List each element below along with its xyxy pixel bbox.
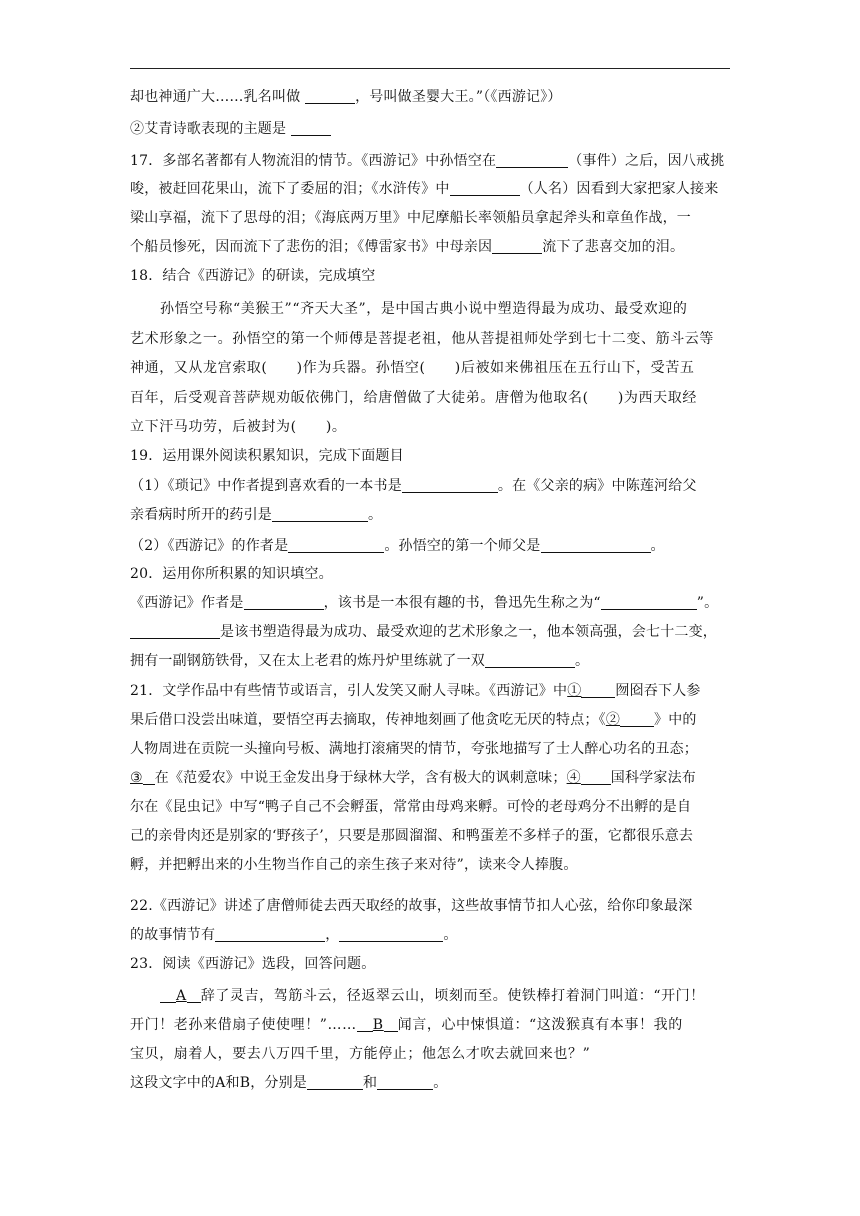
text-segment: ，该书是一本很有趣的书，鲁迅先生称之为“ [323, 595, 601, 611]
fill-blank[interactable] [601, 594, 697, 610]
text-line [130, 179, 730, 199]
fill-blank[interactable] [402, 477, 498, 493]
text-segment: 果后借口没尝出味道，要悟空再去摘取，传神地刻画了他贪吃无厌的特点；《 [130, 712, 606, 728]
text-segment: 百年，后受观音菩萨规劝皈依佛门，给唐僧做了大徒弟。唐僧为他取名( )为西天取经 [130, 390, 697, 406]
text-segment: 人物周进在贡院一头撞向号板、满地打滚痛哭的情节，夸张地描写了士人醉心功名的丑态； [130, 741, 698, 757]
fill-blank[interactable] [187, 987, 201, 1003]
text-segment: 闻言，心中悚惧道：“这泼猴真有本事！我的 [397, 1017, 683, 1033]
text-segment: 立下汗马功劳，后被封为( )。 [130, 419, 347, 435]
text-line [130, 266, 730, 286]
text-segment: （事件）之后，因八戒挑 [568, 153, 725, 169]
underlined-label: B [372, 1017, 384, 1033]
text-segment: 国科学家法布 [610, 770, 696, 786]
text-line [130, 388, 730, 408]
text-line [130, 446, 730, 466]
text-segment: 己的亲骨肉还是别家的‘野孩子’，只要是那圆溜溜、和鸭蛋差不多样子的蛋，它都很乐意去 [130, 828, 694, 844]
text-line [130, 593, 730, 613]
fill-blank[interactable] [384, 1016, 398, 1032]
text-segment: 23．阅读《西游记》选段，回答问题。 [130, 956, 376, 972]
text-segment: （1）《琐记》中作者提到喜欢看的一本书是 [130, 478, 402, 494]
fill-blank[interactable] [377, 1074, 433, 1090]
text-segment: 亲看病时所开的药引是 [130, 507, 272, 523]
text-line [130, 855, 730, 875]
text-line [130, 87, 730, 107]
fill-blank[interactable] [541, 537, 651, 553]
fill-blank[interactable] [305, 88, 355, 104]
text-segment: 。孙悟空的第一个师父是 [384, 538, 541, 554]
text-segment: 个船员惨死，因而流下了悲伤的泪；《傅雷家书》中母亲因 [130, 239, 493, 255]
fill-blank[interactable] [581, 682, 615, 698]
text-line [130, 329, 730, 349]
fill-blank[interactable] [581, 769, 611, 785]
fill-blank[interactable] [485, 652, 575, 668]
text-segment: ，号叫做圣婴大王。”（《西游记》） [355, 89, 562, 105]
text-line [130, 925, 730, 945]
text-segment: 18．结合《西游记》的研读，完成填空 [130, 268, 376, 284]
text-segment: 艺术形象之一。孙悟空的第一个师傅是菩提老祖，他从菩提祖师处学到七十二变、筋斗云等 [130, 331, 714, 347]
text-segment: 。 [575, 653, 590, 669]
fill-blank[interactable] [492, 238, 542, 254]
text-segment: 是该书塑造得最为成功、最受欢迎的艺术形象之一，他本领高强，会七十二变， [220, 624, 717, 640]
text-line [130, 151, 730, 171]
fill-blank[interactable] [357, 1016, 373, 1032]
fill-blank[interactable] [291, 120, 331, 136]
text-segment: （2）《西游记》的作者是 [130, 538, 289, 554]
fill-blank[interactable] [160, 987, 176, 1003]
text-segment: 。 [433, 1075, 448, 1091]
text-segment: 。 [650, 538, 665, 554]
text-line [130, 710, 730, 730]
text-segment: 。 [368, 507, 383, 523]
text-segment: 的故事情节有 [130, 927, 216, 943]
text-line [130, 739, 730, 759]
text-segment: ”。 [696, 595, 719, 611]
fill-blank[interactable] [307, 1074, 363, 1090]
underlined-label: ① [567, 683, 582, 699]
text-segment: 孵，并把孵出来的小生物当作自己的亲生孩子来对待”，读来令人捧腹。 [130, 857, 578, 873]
text-segment: 21．文学作品中有些情节或语言，引人发笑又耐人寻味。《西游记》中 [130, 683, 568, 699]
text-segment: 宝贝，扇着人，要去八万四千里，方能停止；他怎么才吹去就回来也？” [130, 1046, 591, 1062]
underlined-label: ④ [566, 770, 581, 786]
fill-blank[interactable] [288, 537, 384, 553]
text-line [130, 797, 730, 817]
text-segment: 17．多部名著都有人物流泪的情节。《西游记》中孙悟空在 [130, 153, 497, 169]
text-segment: 。在《父亲的病》中陈莲河给父 [497, 478, 697, 494]
text-segment: 囫囵吞下人参 [615, 683, 701, 699]
text-line [130, 768, 730, 788]
fill-blank[interactable] [272, 506, 368, 522]
fill-blank[interactable] [215, 926, 325, 942]
text-segment: 19．运用课外阅读积累知识，完成下面题目 [130, 448, 404, 464]
text-segment: ②艾青诗歌表现的主题是 [130, 121, 291, 137]
text-segment: 这段文字中的A和B，分别是 [130, 1075, 307, 1091]
header-rule [130, 68, 730, 69]
text-segment: ， [325, 927, 340, 943]
text-line [130, 358, 730, 378]
text-line [130, 622, 730, 642]
text-line [130, 954, 730, 974]
text-line [130, 1073, 730, 1093]
text-line [130, 119, 730, 139]
underlined-label: ② [605, 712, 621, 728]
text-segment: 唆，被赶回花果山，流下了委屈的泪；《水浒传》中 [130, 181, 450, 197]
text-segment: 神通，又从龙宫索取( )作为兵器。孙悟空( )后被如来佛祖压在五行山下，受苦五 [130, 360, 695, 376]
text-segment: 《西游记》作者是 [130, 595, 244, 611]
text-line [130, 1015, 730, 1035]
text-line [160, 299, 730, 319]
text-line [130, 237, 730, 257]
text-segment: 开门！老孙来借扇子使使哩！”…… [130, 1017, 357, 1033]
text-segment: 》中的 [654, 712, 697, 728]
text-line [130, 417, 730, 437]
fill-blank[interactable] [339, 926, 443, 942]
fill-blank[interactable] [620, 711, 654, 727]
text-segment: 流下了悲喜交加的泪。 [542, 239, 685, 255]
fill-blank[interactable] [496, 152, 568, 168]
text-line [130, 651, 730, 671]
text-segment: 却也神通广大……乳名叫做 [130, 89, 306, 105]
text-line [130, 208, 730, 228]
text-segment: 20．运用你所积累的知识填空。 [130, 566, 333, 582]
text-segment: 孙悟空号称“美猴王”“齐天大圣”，是中国古典小说中塑造得最为成功、最受欢迎的 [160, 301, 688, 317]
text-segment: 拥有一副钢筋铁骨，又在太上老君的炼丹炉里练就了一双 [130, 653, 485, 669]
text-line [130, 476, 730, 496]
text-segment: 尔在《昆虫记》中写“鸭子自己不会孵蛋，常常由母鸡来孵。可怜的老母鸡分不出孵的是自 [130, 799, 692, 815]
underlined-label: A [176, 988, 187, 1004]
fill-blank[interactable] [450, 180, 520, 196]
text-segment: 和 [363, 1075, 378, 1091]
fill-blank[interactable] [130, 623, 220, 639]
text-line [130, 564, 730, 584]
text-line [130, 1044, 730, 1064]
text-segment: 22.《西游记》讲述了唐僧师徒去西天取经的故事，这些故事情节扣人心弦，给你印象最深 [130, 898, 693, 914]
text-line [160, 986, 730, 1006]
underlined-label: ③ [130, 770, 143, 786]
text-line [130, 505, 730, 525]
text-line [130, 826, 730, 846]
text-line [130, 536, 730, 556]
text-segment: （人名）因看到大家把家人接来 [519, 181, 719, 197]
text-segment: 梁山享福，流下了思母的泪；《海底两万里》中尼摩船长率领船员拿起斧头和章鱼作战，一 [130, 210, 691, 226]
text-line [130, 896, 730, 916]
text-segment: 。 [443, 927, 458, 943]
text-line [130, 681, 730, 701]
text-segment: 在《范爱农》中说王金发出身于绿林大学，含有极大的讽刺意味； [154, 770, 567, 786]
fill-blank[interactable] [244, 594, 324, 610]
text-segment: 辞了灵吉，驾筋斗云，径返翠云山，顷刻而至。使铁棒打着洞门叫道：“开门！ [200, 988, 705, 1004]
fill-blank[interactable] [143, 769, 155, 785]
